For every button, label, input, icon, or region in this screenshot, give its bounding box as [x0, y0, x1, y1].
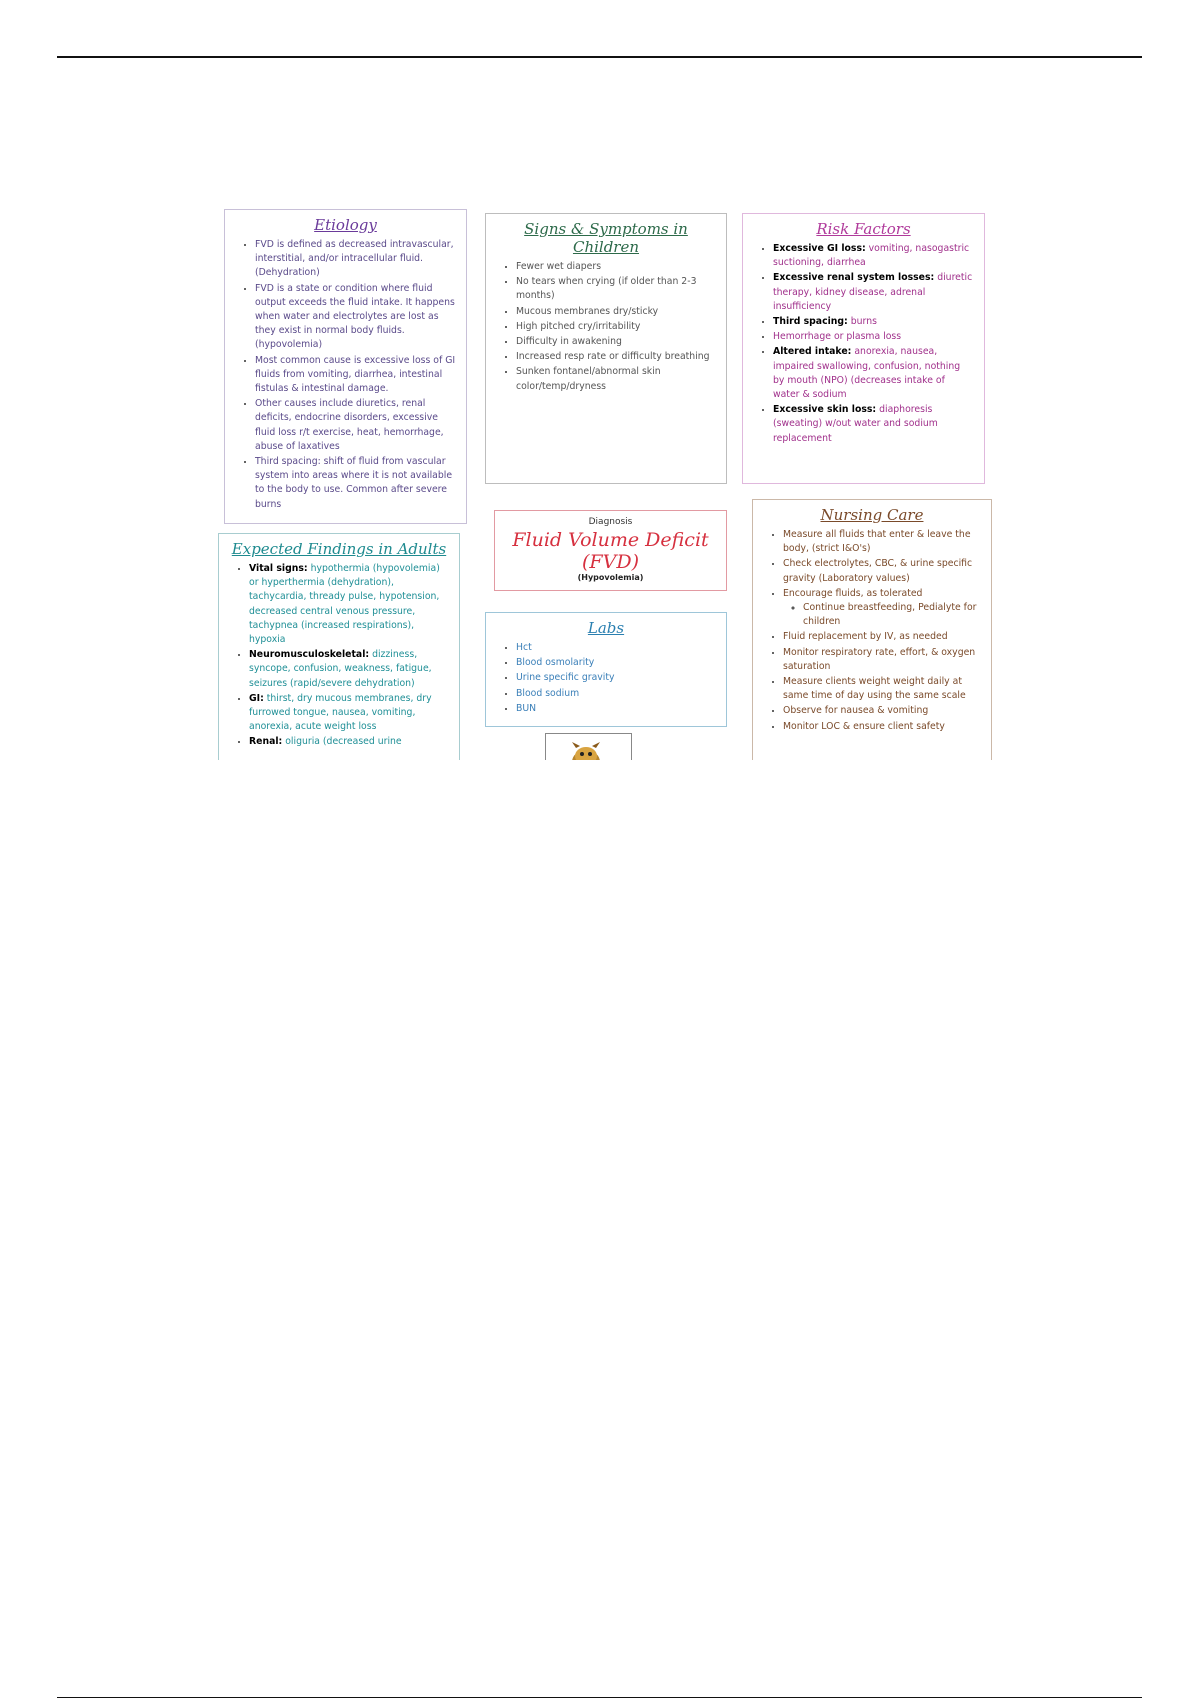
list-item: • Other causes include diuretics, renal deficits, endocrine disorders, excessive fluid loss r/t exercise, heat, hemorrhage, abuse of laxatives — [255, 397, 456, 454]
list-item — [773, 242, 974, 270]
list-item: • High pitched cry/irritability — [516, 320, 716, 334]
list-item: • FVD is a state or condition where fluid output exceeds the fluid intake. It happens when water and electrolytes are lost as they exist in normal body fluids. (hypovolemia) — [255, 282, 456, 353]
risk-text: anorexia, nausea, impaired swallowing, confusion, nothing by mouth (NPO) (decreases intake of water & sodium — [773, 346, 961, 401]
list-item — [773, 330, 974, 344]
list-item: • Monitor LOC & ensure client safety — [783, 720, 981, 734]
signs-symptoms-card — [485, 213, 727, 484]
list-item — [249, 562, 449, 647]
list-item: • Blood sodium — [516, 687, 716, 701]
list-item: • Fewer wet diapers — [516, 260, 716, 274]
findings-text: hypothermia (hypovolemia) or hyperthermia (dehydration), tachycardia, thready pulse, hypotension, decreased central venous pressure, tachypnea (increased respirations), hypoxia — [249, 563, 440, 646]
findings-label: Renal: — [249, 736, 283, 748]
risk-factors-card — [742, 213, 985, 484]
risk-list — [753, 242, 974, 446]
list-item: • Check electrolytes, CBC, & urine specific gravity (Laboratory values) — [783, 557, 981, 585]
list-item — [783, 587, 981, 630]
labs-card — [485, 612, 727, 727]
risk-text: diaphoresis (sweating) w/out water and sodium replacement — [773, 404, 938, 444]
findings-text: thirst, dry mucous membranes, dry furrowed tongue, nausea, vomiting, anorexia, acute weight loss — [249, 692, 432, 733]
diagnosis-label: Diagnosis — [588, 517, 633, 527]
list-item: • Fluid replacement by IV, as needed — [783, 630, 981, 644]
nursing-care-card — [752, 499, 992, 773]
list-item: • Third spacing: shift of fluid from vascular system into areas where it is not available to the body to use. Common after severe burns — [255, 455, 456, 512]
list-item: • No tears when crying (if older than 2-3 months) — [516, 275, 716, 303]
list-item: • BUN — [516, 702, 716, 716]
list-item: ◦ Continue breastfeeding, Pedialyte for children — [803, 601, 981, 629]
blank-page-area — [0, 760, 1200, 1700]
findings-list — [229, 562, 449, 750]
nursing-text: Encourage fluids, as tolerated — [783, 587, 923, 599]
diagnosis-title: Fluid Volume Deficit (FVD) — [512, 529, 709, 573]
findings-text: oliguria (decreased urine — [282, 736, 402, 748]
list-item — [773, 345, 974, 402]
risk-text: burns — [847, 316, 877, 328]
list-item: • Observe for nausea & vomiting — [783, 704, 981, 718]
list-item: • Mucous membranes dry/sticky — [516, 305, 716, 319]
nursing-title: Nursing Care — [820, 506, 924, 524]
list-item — [249, 648, 449, 691]
findings-label: GI: — [249, 692, 264, 704]
list-item: • Blood osmolarity — [516, 656, 716, 670]
bottom-rule — [57, 1697, 1142, 1698]
risk-label: Third spacing: — [773, 316, 848, 328]
list-item: • Difficulty in awakening — [516, 335, 716, 349]
list-item: • Most common cause is excessive loss of GI fluids from vomiting, diarrhea, intestinal fistulas & intestinal damage. — [255, 354, 456, 397]
list-item: • Hct — [516, 641, 716, 655]
nursing-list — [763, 528, 981, 734]
labs-title: Labs — [587, 619, 625, 637]
list-item — [249, 692, 449, 735]
signs-title: Signs & Symptoms in Children — [524, 220, 688, 256]
diagnosis-subtitle: (Hypovolemia) — [577, 573, 644, 582]
nursing-sublist — [783, 601, 981, 629]
diagnosis-card — [494, 510, 727, 591]
list-item: • Monitor respiratory rate, effort, & oxygen saturation — [783, 646, 981, 674]
list-item — [773, 271, 974, 314]
risk-label: Excessive renal system losses: — [773, 272, 935, 284]
list-item — [773, 315, 974, 329]
findings-text: dizziness, syncope, confusion, weakness, fatigue, seizures (rapid/severe dehydration) — [249, 649, 432, 689]
etiology-list — [235, 238, 456, 512]
list-item: • Sunken fontanel/abnormal skin color/temp/dryness — [516, 365, 716, 393]
list-item — [773, 403, 974, 446]
list-item: • Increased resp rate or difficulty breathing — [516, 350, 716, 364]
labs-list — [496, 641, 716, 716]
risk-label: Altered intake: — [773, 346, 852, 358]
expected-findings-card — [218, 533, 460, 773]
list-item: • FVD is defined as decreased intravascular, interstitial, and/or intracellular fluid. (Dehydration) — [255, 238, 456, 281]
findings-label: Neuromusculoskeletal: — [249, 649, 370, 661]
findings-label: Vital signs: — [249, 563, 308, 574]
risk-text: Hemorrhage or plasma loss — [773, 331, 902, 343]
risk-label: Excessive GI loss: — [773, 243, 866, 254]
etiology-title: Etiology — [314, 216, 377, 234]
risk-text: vomiting, nasogastric suctioning, diarrhea — [773, 243, 970, 269]
findings-title: Expected Findings in Adults — [231, 540, 447, 558]
top-rule — [57, 56, 1142, 58]
risk-title: Risk Factors — [816, 220, 911, 238]
list-item — [249, 735, 449, 749]
list-item: • Measure all fluids that enter & leave the body, (strict I&O's) — [783, 528, 981, 556]
list-item: • Urine specific gravity — [516, 671, 716, 685]
list-item: • Measure clients weight weight daily at same time of day using the same scale — [783, 675, 981, 703]
risk-text: diuretic therapy, kidney disease, adrenal insufficiency — [773, 272, 973, 312]
signs-list — [496, 260, 716, 394]
etiology-card — [224, 209, 467, 524]
risk-label: Excessive skin loss: — [773, 404, 877, 416]
